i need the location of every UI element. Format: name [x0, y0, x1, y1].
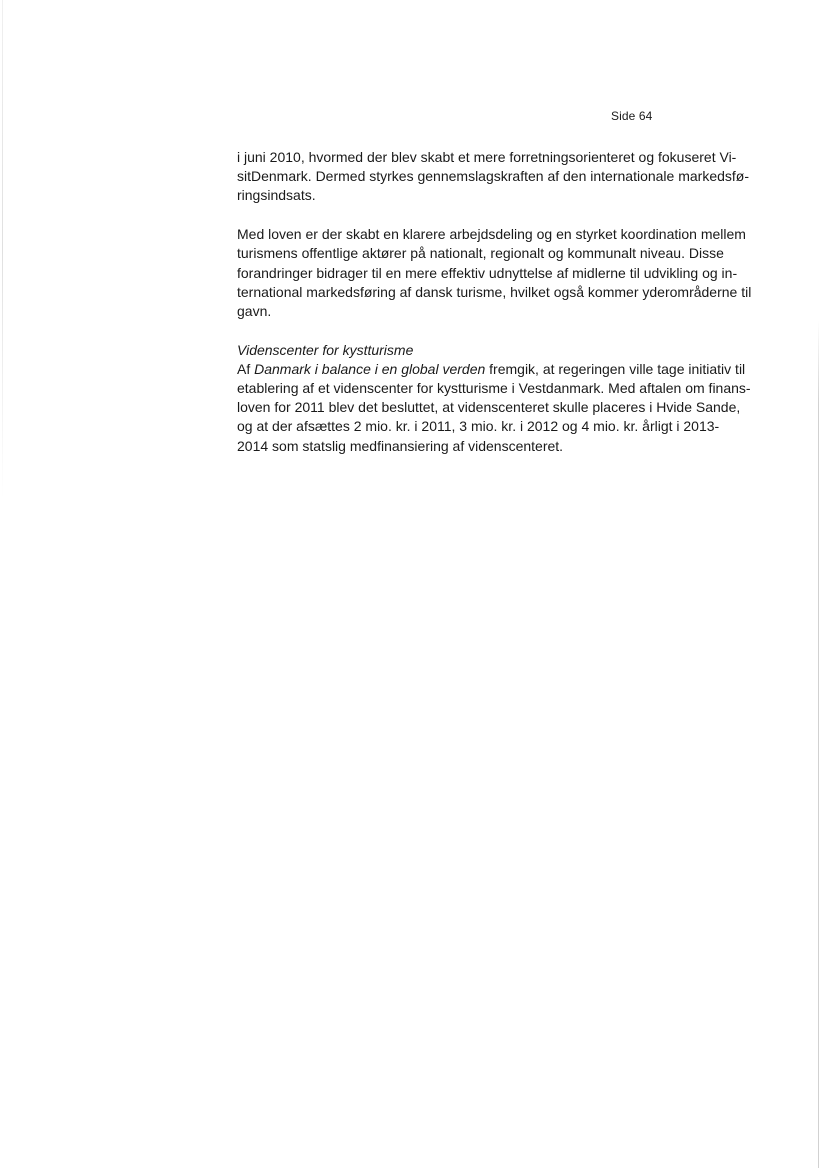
- text-line: [237, 360, 747, 379]
- text-line: 2014 som statslig medfinansiering af videnscenteret.: [237, 437, 564, 454]
- section-heading: Videnscenter for kystturisme: [237, 341, 414, 358]
- paragraph-visitdenmark: [237, 148, 747, 206]
- section-videnscenter: [237, 341, 751, 456]
- text-line: forandringer bidrager til en mere effektiv udnyttelse af midlerne til udvikling og in-: [237, 264, 738, 281]
- text-line: Med loven er der skabt en klarere arbejdsdeling og en styrket koordination mellem: [237, 226, 746, 243]
- publication-title: Danmark i balance i en global verden: [254, 360, 486, 377]
- text-line: turismens offentlige aktører på nationalt, regionalt og kommunalt niveau. Disse: [237, 245, 724, 262]
- text-line: loven for 2011 blev det besluttet, at videnscenteret skulle placeres i Hvide Sande,: [237, 399, 741, 416]
- text-line: gavn.: [237, 302, 272, 319]
- text-line: og at der afsættes 2 mio. kr. i 2011, 3 mio. kr. i 2012 og 4 mio. kr. årligt i 2013-: [237, 418, 720, 435]
- text-line: ternational markedsføring af dansk turisme, hvilket også kommer yderområderne til: [237, 283, 752, 300]
- document-body: [237, 148, 752, 475]
- paragraph-law: [237, 225, 752, 321]
- text-line: i juni 2010, hvormed der blev skabt et mere forretningsorienteret og fokuseret Vi-: [237, 149, 737, 165]
- scan-left-edge: [2, 0, 3, 500]
- scan-right-edge: [818, 320, 819, 1168]
- text-prefix: Af: [237, 360, 255, 377]
- text-line: ringsindsats.: [237, 187, 316, 204]
- text-line: sitDenmark. Dermed styrkes gennemslagskraften af den internationale markedsfø-: [237, 168, 749, 185]
- text-suffix: fremgik, at regeringen ville tage initiativ til: [485, 360, 746, 377]
- text-line: etablering af et videnscenter for kystturisme i Vestdanmark. Med aftalen om finans-: [237, 380, 751, 397]
- page-number: Side 64: [611, 109, 653, 123]
